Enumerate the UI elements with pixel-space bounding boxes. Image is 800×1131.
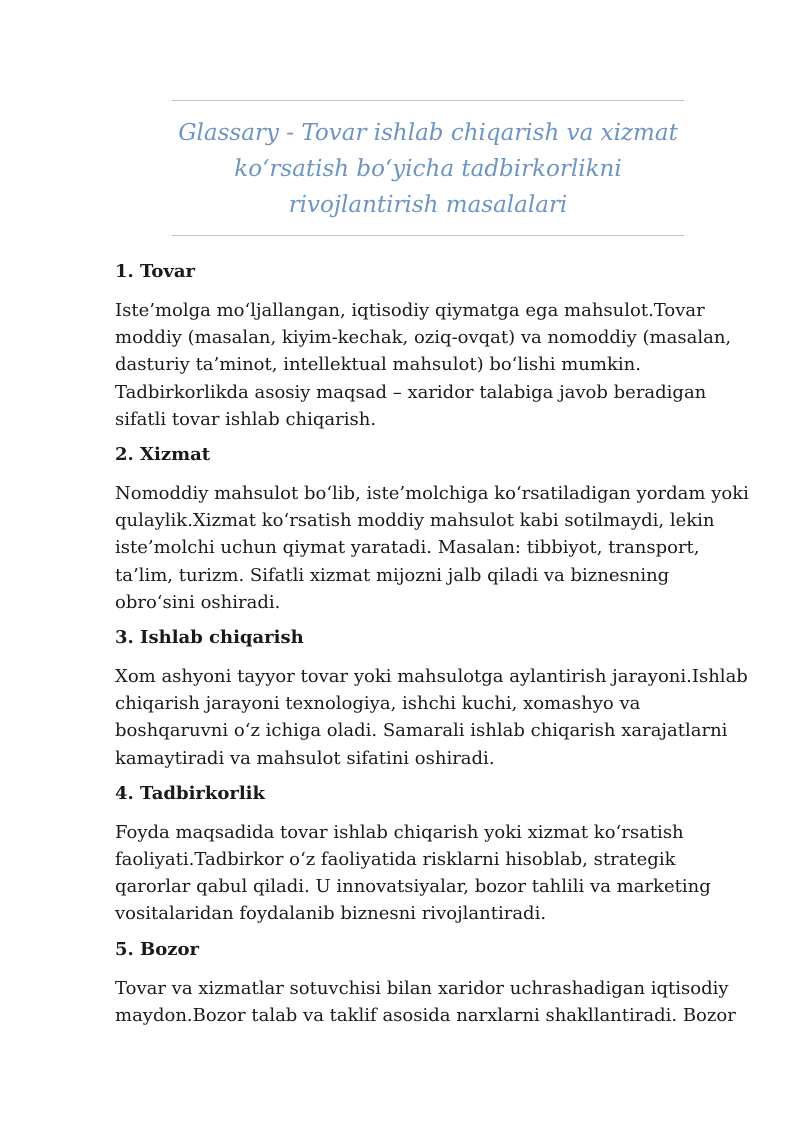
definition-line: obro‘sini oshiradi. [115,591,281,613]
definition-line: moddiy (masalan, kiyim-kechak, oziq-ovqat) va nomoddiy (masalan, [115,327,732,349]
definition-ishlab-chiqarish [115,663,755,772]
definition-line: maydon.Bozor talab va taklif asosida narxlarni shakllantiradi. Bozor [115,1004,736,1026]
title-line-3: rivojlantirish masalalari [288,192,568,218]
definition-line: Tovar va xizmatlar sotuvchisi bilan xaridor uchrashadigan iqtisodiy [115,977,729,999]
definition-line: iste’molchi uchun qiymat yaratadi. Masalan: tibbiyot, transport, [115,537,700,559]
term-tadbirkorlik: 4. Tadbirkorlik [115,782,265,804]
title-line-2: ko‘rsatish bo‘yicha tadbirkorlikni [234,156,622,182]
term-xizmat: 2. Xizmat [115,444,211,466]
term-ishlab-chiqarish: 3. Ishlab chiqarish [115,627,304,649]
definition-line: ta’lim, turizm. Sifatli xizmat mijozni jalb qiladi va biznesning [115,564,670,586]
title-line-1: Glassary - Tovar ishlab chiqarish va xizmat [178,120,678,146]
term-bozor: 5. Bozor [115,938,199,960]
definition-line: Iste’molga mo‘ljallangan, iqtisodiy qiymatga ega mahsulot.Tovar [115,300,705,321]
definition-line: chiqarish jarayoni texnologiya, ishchi kuchi, xomashyo va [115,693,641,715]
definition-line: boshqaruvni o‘z ichiga oladi. Samarali ishlab chiqarish xarajatlarni [115,720,728,742]
glossary-content [115,258,755,1037]
definition-tadbirkorlik [115,819,755,928]
definition-bozor [115,975,755,1029]
definition-line: Tadbirkorlikda asosiy maqsad – xaridor talabiga javob beradigan [115,381,707,403]
definition-line: kamaytiradi va mahsulot sifatini oshiradi. [115,747,495,769]
document-title [172,100,684,236]
definition-tovar [115,297,755,433]
definition-line: vositalaridan foydalanib biznesni rivojlantiradi. [115,903,547,925]
definition-line: Foyda maqsadida tovar ishlab chiqarish yoki xizmat ko‘rsatish [115,821,684,843]
definition-line: sifatli tovar ishlab chiqarish. [115,408,377,430]
definition-line: faoliyati.Tadbirkor o‘z faoliyatida risklarni hisoblab, strategik [115,849,676,871]
term-tovar: 1. Tovar [115,261,195,282]
definition-line: qarorlar qabul qiladi. U innovatsiyalar, bozor tahlili va marketing [115,876,711,898]
definition-line: Xom ashyoni tayyor tovar yoki mahsulotga aylantirish jarayoni.Ishlab [115,666,748,688]
definition-line: qulaylik.Xizmat ko‘rsatish moddiy mahsulot kabi sotilmaydi, lekin [115,510,715,532]
definition-xizmat [115,480,755,616]
definition-line: Nomoddiy mahsulot bo‘lib, iste’molchiga ko‘rsatiladigan yordam yoki [115,483,749,505]
definition-line: dasturiy ta’minot, intellektual mahsulot) bo‘lishi mumkin. [115,354,641,376]
